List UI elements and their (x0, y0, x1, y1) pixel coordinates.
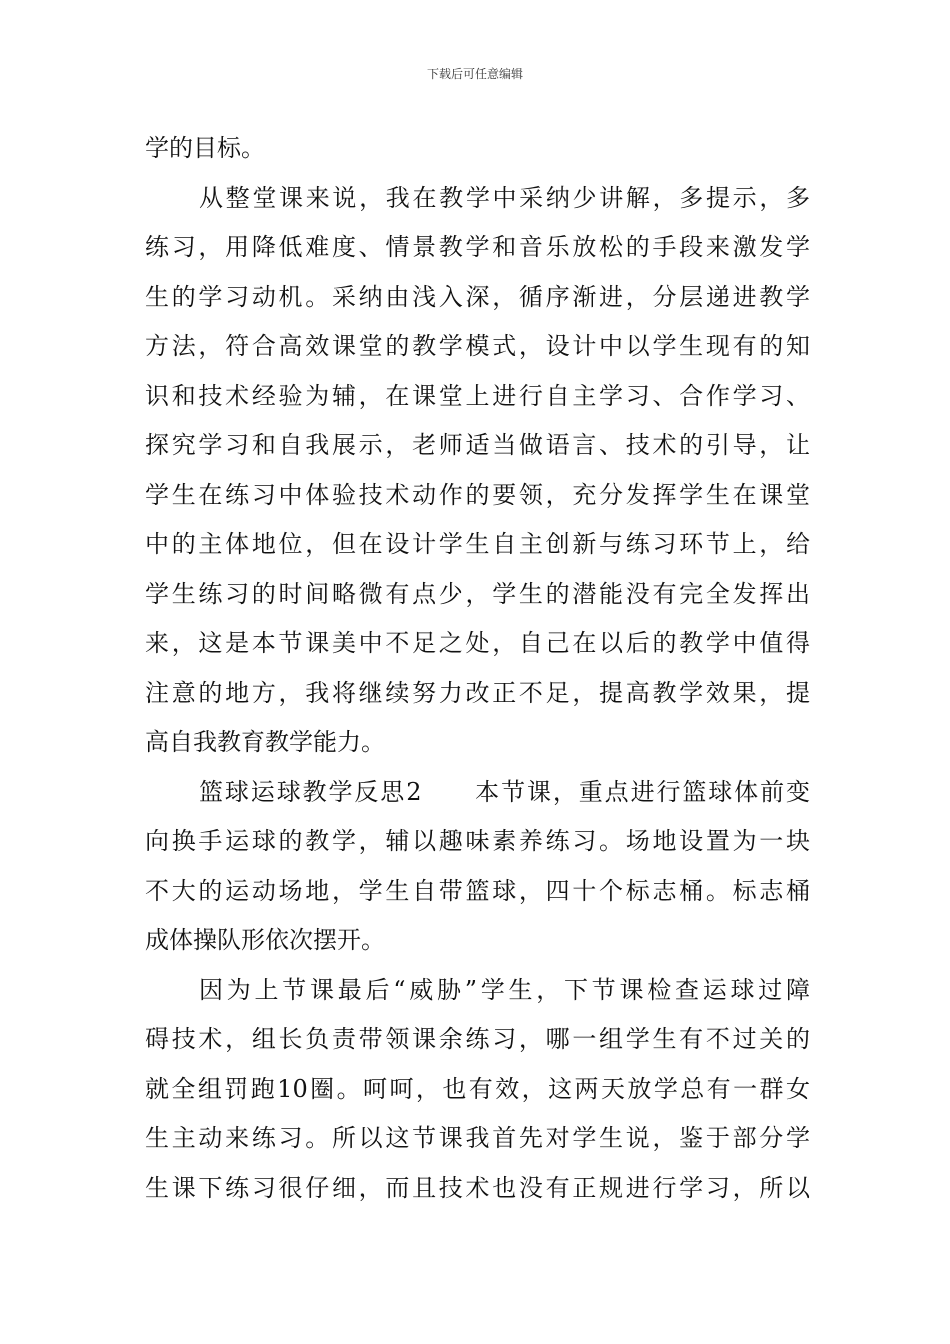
text-line: 方法，符合高效课堂的教学模式，设计中以学生现有的知 (145, 332, 810, 360)
section-heading-line: 篮球运球教学反思2 本节课，重点进行篮球体前变 (199, 777, 810, 806)
text-line: 学的目标。 (145, 134, 265, 162)
text-line: 不大的运动场地，学生自带篮球，四十个标志桶。标志桶 (145, 876, 810, 905)
page-header: 下载后可任意编辑 (426, 67, 523, 81)
text-line: 从整堂课来说，我在教学中采纳少讲解，多提示，多 (199, 183, 810, 212)
text-line: 碍技术，组长负责带领课余练习，哪一组学生有不过关的 (145, 1025, 810, 1053)
text-line: 生主动来练习。所以这节课我首先对学生说，鉴于部分学 (145, 1124, 810, 1152)
text-line: 就全组罚跑10圈。呵呵，也有效，这两天放学总有一群女 (145, 1074, 810, 1103)
text-line: 识和技术经验为辅，在课堂上进行自主学习、合作学习、 (145, 381, 810, 410)
text-line: 成体操队形依次摆开。 (145, 926, 385, 954)
text-line: 因为上节课最后“威胁”学生，下节课检查运球过障 (199, 975, 810, 1004)
text-line: 中的主体地位，但在设计学生自主创新与练习环节上，给 (145, 530, 810, 558)
text-line: 注意的地方，我将继续努力改正不足，提高教学效果，提 (145, 678, 810, 707)
text-line: 练习，用降低难度、情景教学和音乐放松的手段来激发学 (145, 233, 810, 261)
text-line: 向换手运球的教学，辅以趣味素养练习。场地设置为一块 (145, 827, 810, 855)
text-line: 探究学习和自我展示，老师适当做语言、技术的引导，让 (145, 431, 810, 459)
text-line: 来，这是本节课美中不足之处，自己在以后的教学中值得 (145, 629, 810, 657)
text-line: 生的学习动机。采纳由浅入深，循序渐进，分层递进教学 (145, 282, 810, 311)
text-line: 学生练习的时间略微有点少，学生的潜能没有完全发挥出 (145, 579, 810, 608)
document-body (145, 124, 810, 1213)
text-line: 高自我教育教学能力。 (145, 728, 385, 756)
text-line: 生课下练习很仔细，而且技术也没有正规进行学习，所以 (145, 1173, 810, 1202)
text-line: 学生在练习中体验技术动作的要领，充分发挥学生在课堂 (145, 480, 810, 509)
